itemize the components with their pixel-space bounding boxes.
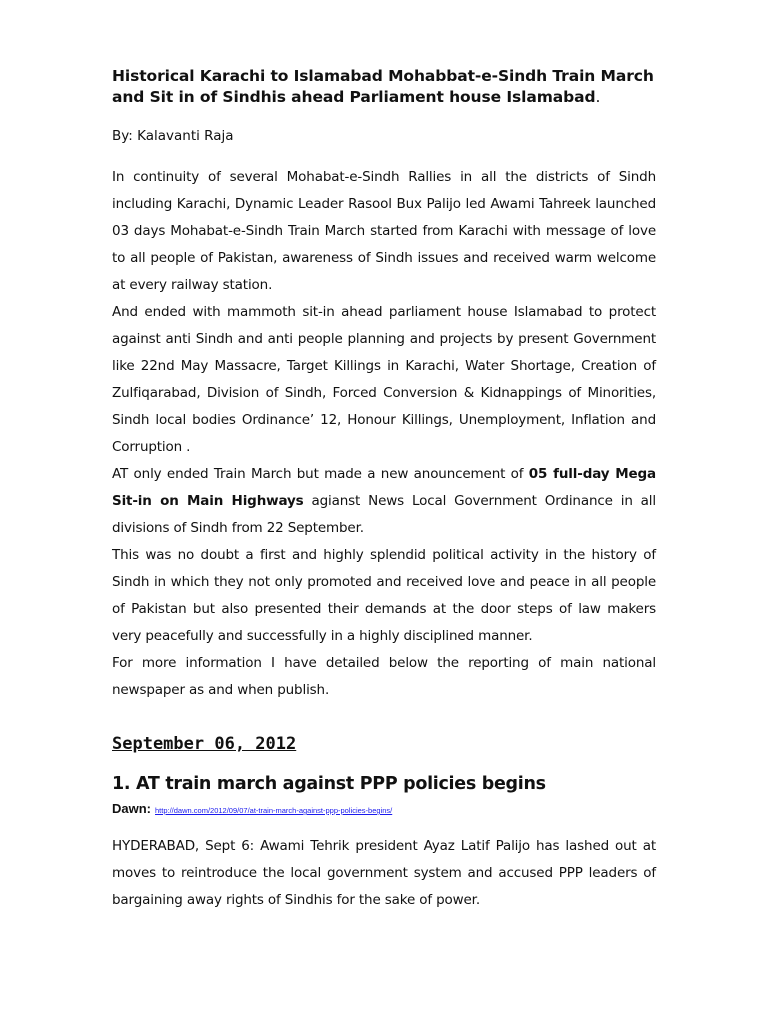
paragraph-3-end: agianst News Local Government Ordinance in all divisions of Sindh from 22 September.	[112, 493, 656, 536]
document-title	[112, 66, 656, 108]
paragraph-4: This was no doubt a first and highly splendid political activity in the history of Sindh in which they not only promoted and received love and peace in all people of Pakistan but also presented their demands at the door steps of law makers very peacefully and successfully in a highly disciplined manner.	[112, 547, 656, 644]
paragraph-3	[112, 461, 656, 542]
paragraph-3-bold: 05 full-day Mega Sit-in on Main Highways	[112, 466, 656, 509]
document-title-text: Historical Karachi to Islamabad Mohabbat-e-Sindh Train March and Sit in of Sindhis ahead Parliament house Islamabad	[112, 67, 654, 106]
paragraph-5: For more information I have detailed below the reporting of main national newspaper as and when publish.	[112, 655, 656, 698]
source-label: Dawn:	[112, 801, 151, 816]
document-page	[112, 66, 656, 914]
article-source	[112, 800, 656, 819]
paragraph-3-start: AT only ended Train March but made a new anouncement of	[112, 466, 529, 482]
article-body: HYDERABAD, Sept 6: Awami Tehrik president Ayaz Latif Palijo has lashed out at moves to reintroduce the local government system and accused PPP leaders of bargaining away rights of Sindhis for the sake of power.	[112, 838, 656, 908]
paragraph-1: In continuity of several Mohabat-e-Sindh Rallies in all the districts of Sindh including Karachi, Dynamic Leader Rasool Bux Palijo led Awami Tahreek launched 03 days Mohabat-e-Sindh Train March started from Karachi with message of love to all people of Pakistan, awareness of Sindh issues and received warm welcome at every railway station.	[112, 169, 656, 293]
paragraph-2: And ended with mammoth sit-in ahead parliament house Islamabad to protect against anti Sindh and anti people planning and projects by present Government like 22nd May Massacre, Target Killings in Karachi, Water Shortage, Creation of Zulfiqarabad, Division of Sindh, Forced Conversion & Kidnappings of Minorities, Sindh local bodies Ordinance’ 12, Honour Killings, Unemployment, Inflation and Corruption .	[112, 304, 656, 455]
source-link[interactable]: http://dawn.com/2012/09/07/at-train-march-against-ppp-policies-begins/	[155, 806, 393, 815]
document-title-end: .	[595, 88, 601, 106]
byline: By: Kalavanti Raja	[112, 128, 234, 144]
article-heading: 1. AT train march against PPP policies begins	[112, 774, 546, 794]
date-heading: September 06, 2012	[112, 734, 297, 754]
